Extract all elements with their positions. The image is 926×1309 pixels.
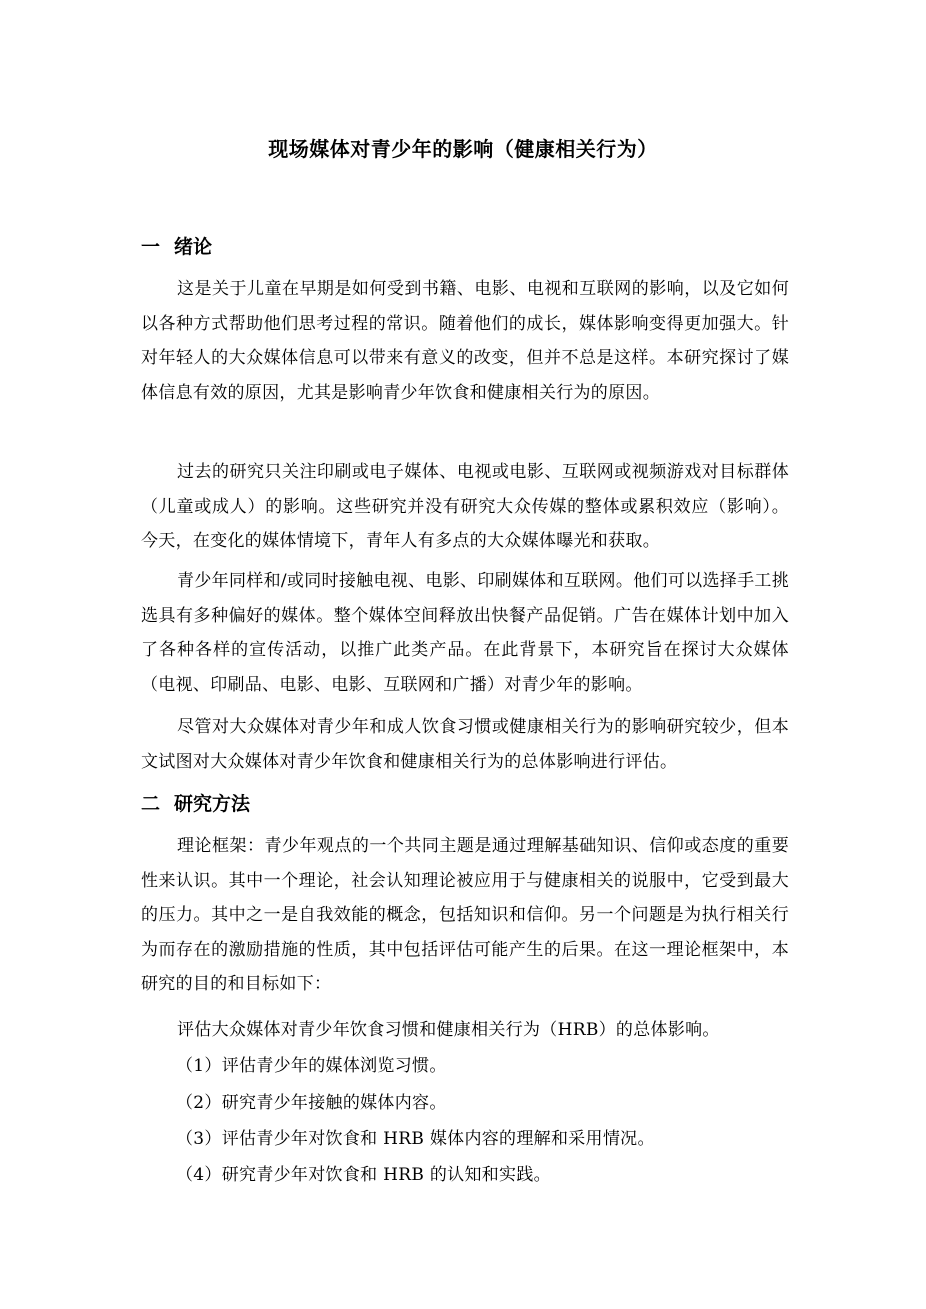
paragraph: 青少年同样和/或同时接触电视、电影、印刷媒体和互联网。他们可以选择手工挑选具有多种偏好的媒体。整个媒体空间释放出快餐产品促销。广告在媒体计划中加入了各种各样的宣传活动，以推广此类产品。在此背景下，本研究旨在探讨大众媒体（电视、印刷品、电影、电影、互联网和广播）对青少年的影响。 bbox=[141, 571, 789, 695]
document-title: 现场媒体对青少年的影响（健康相关行为） bbox=[268, 137, 658, 161]
section-title: 研究方法 bbox=[174, 793, 251, 815]
list-item: （4）研究青少年对饮食和 HRB 的认知和实践。 bbox=[176, 1165, 551, 1185]
list-item: （3）评估青少年对饮食和 HRB 媒体内容的理解和采用情况。 bbox=[176, 1129, 655, 1149]
section-heading-introduction bbox=[141, 233, 212, 261]
section-title: 绪论 bbox=[174, 236, 213, 258]
paragraph: 尽管对大众媒体对青少年和成人饮食习惯或健康相关行为的影响研究较少，但本文试图对大众媒体对青少年饮食和健康相关行为的总体影响进行评估。 bbox=[141, 717, 789, 772]
section-number: 一 bbox=[141, 236, 161, 258]
list-item: （1）评估青少年的媒体浏览习惯。 bbox=[176, 1056, 447, 1076]
paragraph: 评估大众媒体对青少年饮食习惯和健康相关行为（HRB）的总体影响。 bbox=[177, 1020, 720, 1040]
paragraph: 这是关于儿童在早期是如何受到书籍、电影、电视和互联网的影响，以及它如何以各种方式帮助他们思考过程的常识。随着他们的成长，媒体影响变得更加强大。针对年轻人的大众媒体信息可以带来有意义的改变，但并不总是这样。本研究探讨了媒体信息有效的原因，尤其是影响青少年饮食和健康相关行为的原因。 bbox=[141, 279, 789, 403]
section-number: 二 bbox=[141, 793, 161, 815]
paragraph: 理论框架：青少年观点的一个共同主题是通过理解基础知识、信仰或态度的重要性来认识。其中一个理论，社会认知理论被应用于与健康相关的说服中，它受到最大的压力。其中之一是自我效能的概念，包括知识和信仰。另一个问题是为执行相关行为而存在的激励措施的性质，其中包括评估可能产生的后果。在这一理论框架中，本研究的目的和目标如下： bbox=[141, 836, 789, 994]
section-heading-methods bbox=[141, 790, 250, 818]
list-item: （2）研究青少年接触的媒体内容。 bbox=[176, 1093, 447, 1113]
paragraph: 过去的研究只关注印刷或电子媒体、电视或电影、互联网或视频游戏对目标群体（儿童或成人）的影响。这些研究并没有研究大众传媒的整体或累积效应（影响）。今天，在变化的媒体情境下，青年人有多点的大众媒体曝光和获取。 bbox=[141, 462, 789, 551]
